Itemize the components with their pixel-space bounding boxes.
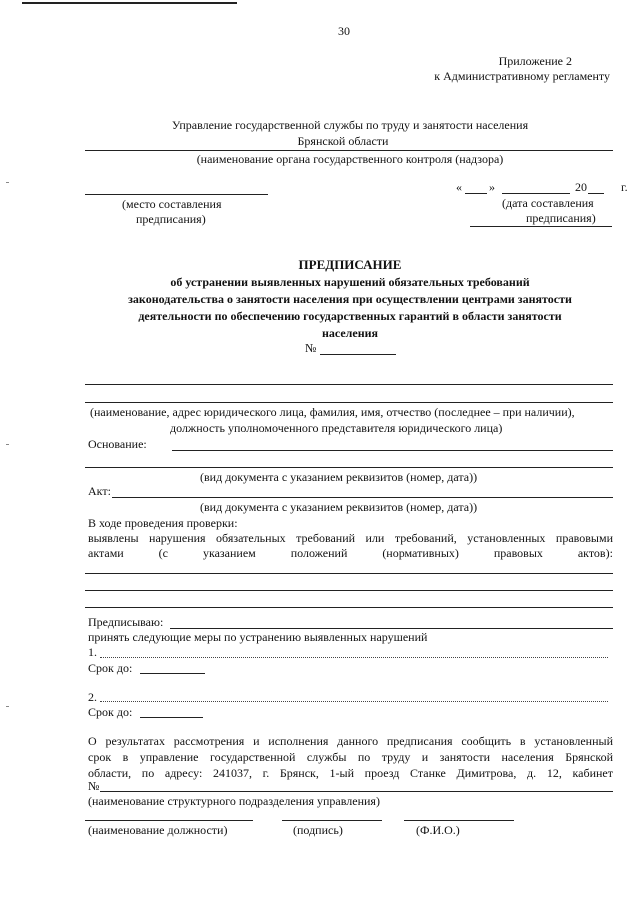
item-2-field <box>100 701 608 702</box>
number-label: № <box>305 341 317 355</box>
inspection-line3 <box>88 546 613 560</box>
signature-field <box>282 820 382 821</box>
inspection-word: актов): <box>577 546 613 560</box>
place-field <box>85 194 268 195</box>
prescribe-measures-line: принять следующие меры по устранению выявленных нарушений <box>88 630 428 644</box>
item-2-deadline-label: Срок до: <box>88 705 133 719</box>
report-line2: срок в управление государственной службы по труду и занятости населения Брянской <box>88 750 613 764</box>
report-field <box>100 791 613 792</box>
page-number: 30 <box>338 24 350 38</box>
date-year-prefix: 20 <box>575 180 587 194</box>
legal-entity-caption-line1: (наименование, адрес юридического лица, фамилия, имя, отчество (последнее – при наличии), <box>90 405 575 419</box>
date-year-field <box>588 193 604 194</box>
act-caption: (вид документа с указанием реквизитов (номер, дата)) <box>200 500 478 514</box>
date-year-suffix: г. <box>621 180 628 194</box>
basis-caption: (вид документа с указанием реквизитов (номер, дата)) <box>200 470 478 484</box>
act-field <box>112 497 613 498</box>
basis-label: Основание: <box>88 437 147 451</box>
violations-field-1 <box>85 573 613 574</box>
violations-field-2 <box>85 590 613 591</box>
inspection-word: правовых <box>493 546 543 560</box>
place-caption-line2: предписания) <box>136 212 206 226</box>
date-caption-underline <box>470 226 612 227</box>
authority-underline <box>85 150 613 151</box>
item-2-number: 2. <box>88 690 97 704</box>
legal-entity-caption-line2: должность уполномоченного представителя юридического лица) <box>170 421 503 435</box>
position-field <box>85 820 253 821</box>
item-1-field <box>100 657 608 658</box>
date-caption-line1: (дата составления <box>502 196 594 210</box>
authority-name-line2: Брянской области <box>297 134 389 148</box>
title-line3: деятельности по обеспечению государственных гарантий в области занятости <box>138 309 562 323</box>
document-title: ПРЕДПИСАНИЕ <box>298 257 402 272</box>
scan-speck <box>6 444 9 445</box>
signature-caption: (подпись) <box>293 823 343 837</box>
date-month-field <box>502 193 570 194</box>
report-caption: (наименование структурного подразделения управления) <box>88 794 380 808</box>
inspection-word: положений <box>290 546 348 560</box>
legal-entity-field-1 <box>85 384 613 385</box>
authority-name-line1: Управление государственной службы по труду и занятости населения <box>171 118 529 132</box>
legal-entity-field-2 <box>85 402 613 403</box>
fio-caption: (Ф.И.О.) <box>416 823 460 837</box>
scan-speck <box>6 182 9 183</box>
date-quote-close: » <box>489 180 495 194</box>
inspection-word: (нормативных) <box>382 546 459 560</box>
date-caption-line2: предписания) <box>526 211 596 225</box>
report-line1: О результатах рассмотрения и исполнения данного предписания сообщить в установленный <box>88 734 613 748</box>
place-caption-line1: (место составления <box>122 197 222 211</box>
item-1-deadline-label: Срок до: <box>88 661 133 675</box>
date-day-field <box>465 193 487 194</box>
inspection-word: указанием <box>202 546 256 560</box>
appendix-line1: Приложение 2 <box>498 54 572 68</box>
prescribe-field <box>170 628 613 629</box>
item-1-deadline-field <box>140 673 205 674</box>
inspection-intro: В ходе проведения проверки: <box>88 516 238 530</box>
basis-field <box>172 450 613 451</box>
violations-field-3 <box>85 607 613 608</box>
inspection-line2: выявлены нарушения обязательных требований или требований, установленных правовыми <box>88 531 613 545</box>
position-caption: (наименование должности) <box>88 823 228 837</box>
top-border-line <box>22 2 237 4</box>
title-line2: законодательства о занятости населения при осуществлении центрами занятости <box>128 292 572 306</box>
title-line4: населения <box>321 326 379 340</box>
title-line1: об устранении выявленных нарушений обязательных требований <box>170 275 530 289</box>
date-quote-open: « <box>456 180 462 194</box>
item-2-deadline-field <box>140 717 203 718</box>
inspection-word: (с <box>158 546 168 560</box>
fio-field <box>404 820 514 821</box>
appendix-line2: к Административному регламенту <box>434 69 610 83</box>
basis-field-2 <box>85 467 613 468</box>
report-line3: области, по адресу: 241037, г. Брянск, 1-ый проезд Станке Димитрова, д. 12, кабинет <box>88 766 613 780</box>
inspection-word: актами <box>88 546 124 560</box>
number-field <box>320 354 396 355</box>
act-label: Акт: <box>88 484 111 498</box>
scan-speck <box>6 706 9 707</box>
report-cabinet-number: № <box>88 779 100 793</box>
authority-caption: (наименование органа государственного контроля (надзора) <box>196 152 504 166</box>
item-1-number: 1. <box>88 645 97 659</box>
prescribe-label: Предписываю: <box>88 615 164 629</box>
